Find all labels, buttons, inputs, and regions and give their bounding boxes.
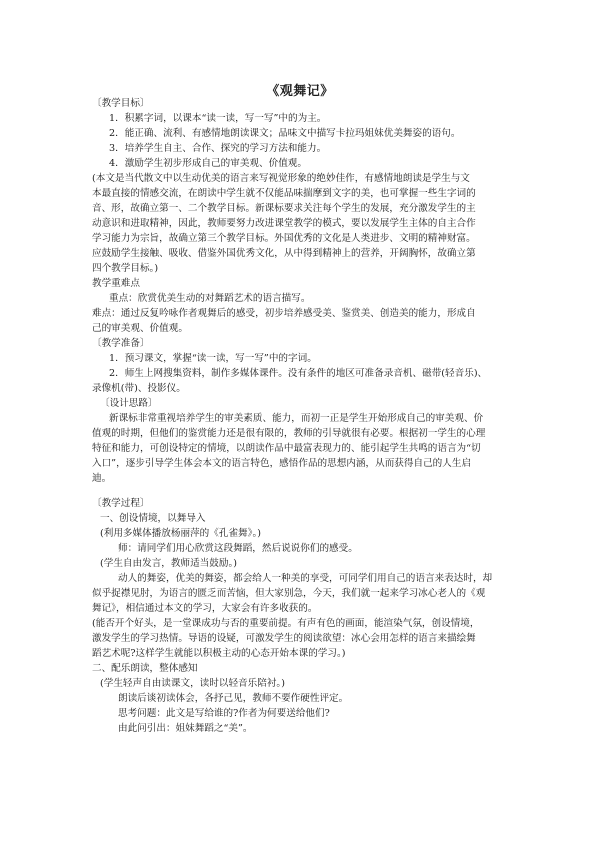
- paragraph-line: 迪。: [92, 473, 112, 484]
- paragraph-line: 入口”，逐步引导学生体会本文的语言特色，感悟作品的思想内涵，从而获得自己的人生启: [92, 458, 472, 469]
- paragraph-line: 本最直接的情感交流，在朗读中学生就不仅能品味揣摩到文字的美，也可掌握一些生字词的: [92, 188, 476, 199]
- section-heading-goals: 〔教学目标〕: [92, 98, 150, 109]
- paragraph-line: 动意识和进取精神，因此，教师要努力改进课堂教学的模式，要以发展学生主体的自主合作: [92, 218, 476, 229]
- paragraph-line: 音、形，故确立第一、二个教学目标。新课标要求关注每个学生的发展，充分激发学生的主: [92, 203, 476, 214]
- paragraph-line: (学生轻声自由读课文，读时以轻音乐陪衬。): [100, 678, 285, 689]
- paragraph-line: 特征和能力，可创设特定的情境，以朗读作品中最富表现力的、能引起学生共鸣的语言为“切: [92, 443, 481, 454]
- difficult-point: 难点：通过反复吟咏作者观舞后的感受，初步培养感受美、鉴赏美、创造美的能力，形成自: [92, 308, 476, 319]
- paragraph-line: (能否开个好头，是一堂课成功与否的重要前提。有声有色的画面，能渲染气氛，创设情境，: [92, 618, 480, 629]
- process-step-2: 二、配乐朗读，整体感知: [92, 663, 198, 674]
- preparation-item-2: 2．师生上网搜集资料，制作多媒体课件。没有条件的地区可准备录音机、磁带(轻音乐)、: [109, 368, 488, 379]
- paragraph-line: 师：请同学们用心欣赏这段舞蹈，然后说说你们的感受。: [118, 543, 358, 554]
- paragraph-line: 应鼓励学生接触、吸收、借鉴外国优秀文化，从中得到精神上的营养，开阔胸怀，故确立第: [92, 248, 476, 259]
- process-step-1: 一、创设情境，以舞导入: [100, 513, 206, 524]
- section-heading-key-points: 教学重难点: [92, 278, 140, 289]
- goal-item-2: 2．能正确、流利、有感情地朗读课文；品味文中描写卡拉玛姐妹优美舞姿的语句。: [109, 128, 461, 139]
- paragraph-line: 动人的舞姿，优美的舞姿，都会给人一种美的享受，可同学们用自己的语言来表达时，却: [118, 573, 493, 584]
- paragraph-line: 新课标非常重视培养学生的审美素质、能力，而初一正是学生开始形成自己的审美观、价: [109, 413, 484, 424]
- paragraph-line: 似乎捉襟见肘，为语言的匮乏而苦恼，但大家别急，今天，我们就一起来学习冰心老人的《观: [92, 588, 486, 599]
- goal-item-3: 3．培养学生自主、合作、探究的学习方法和能力。: [109, 143, 327, 154]
- goal-item-4: 4．激励学生初步形成自己的审美观、价值观。: [109, 158, 307, 169]
- paragraph-line: 蹈艺术呢?这样学生就能以积极主动的心态开始本课的学习。): [92, 648, 346, 659]
- key-point: 重点：欣赏优美生动的对舞蹈艺术的语言描写。: [109, 293, 311, 304]
- paragraph-line: (利用多媒体播放杨丽萍的《孔雀舞》。): [100, 528, 261, 539]
- preparation-item-2: 录像机(带)、投影仪。: [92, 383, 186, 394]
- paragraph-line: 值观的时期，但他们的鉴赏能力还是很有限的，教师的引导就很有必要。根据初一学生的心理: [92, 428, 486, 439]
- goal-item-1: 1．积累字词，以课本“读一读，写一写”中的为主。: [109, 113, 327, 124]
- paragraph-line: 四个教学目标。): [92, 263, 159, 274]
- section-heading-preparation: 〔教学准备〕: [92, 338, 150, 349]
- document-title: 《观舞记》: [266, 84, 334, 99]
- paragraph-line: 激发学生的学习热情。导语的设疑，可激发学生的阅读欲望：冰心会用怎样的语言来描绘舞: [92, 633, 476, 644]
- difficult-point: 己的审美观、价值观。: [92, 323, 188, 334]
- paragraph-line: 朗读后谈初读体会，各抒己见，教师不要作硬性评定。: [118, 693, 349, 704]
- paragraph-line: (学生自由发言，教师适当鼓励。): [100, 558, 237, 569]
- paragraph-line: 学习能力为宗旨，故确立第三个教学目标。外国优秀的文化是人类进步、文明的精神财富。: [92, 233, 476, 244]
- paragraph-line: (本文是当代散文中以生动优美的语言来写视觉形象的绝妙佳作，有感情地朗读是学生与文: [92, 173, 470, 184]
- preparation-item-1: 1．预习课文，掌握“读一读，写一写”中的字词。: [109, 353, 317, 364]
- paragraph-line: 由此问引出：姐妹舞蹈之“美”。: [118, 723, 253, 734]
- section-heading-process: 〔教学过程〕: [92, 498, 150, 509]
- paragraph-line: 舞记》，相信通过本文的学习，大家会有许多收获的。: [92, 603, 318, 614]
- paragraph-line: 思考问题：此文是写给谁的?作者为何要送给他们?: [118, 708, 330, 719]
- section-heading-design: 〔设计思路〕: [100, 398, 158, 409]
